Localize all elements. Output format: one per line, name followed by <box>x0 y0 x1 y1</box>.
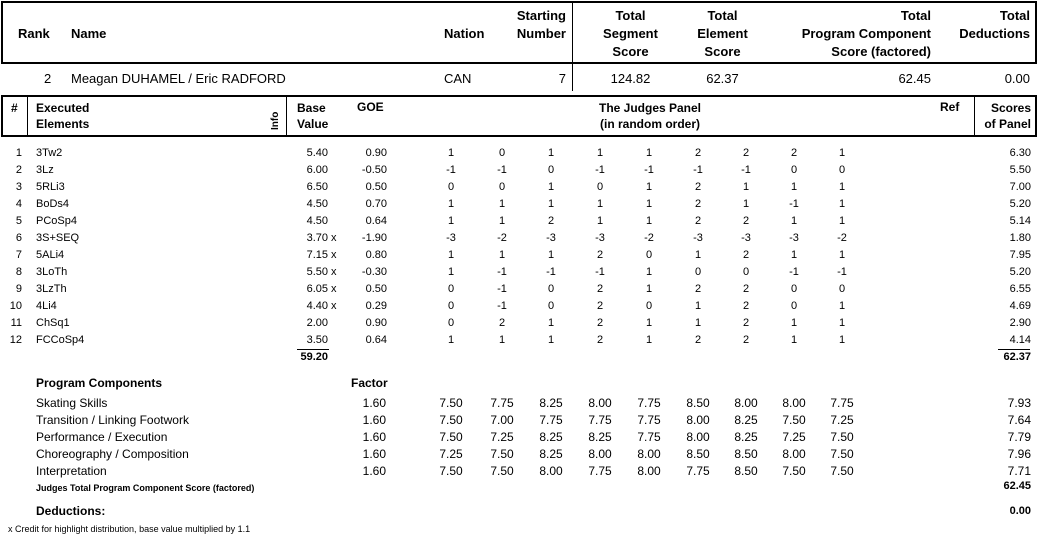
element-number: 9 <box>15 283 22 295</box>
element-judge-score: 1 <box>838 334 846 346</box>
element-name: PCoSp4 <box>36 215 77 227</box>
element-judge-score: 1 <box>838 215 846 227</box>
component-judge-score: 8.00 <box>637 447 661 461</box>
element-judge-score: 1 <box>645 266 653 278</box>
element-judge-score: 1 <box>790 181 798 193</box>
component-judge-score: 8.00 <box>686 413 710 427</box>
skater-deductions: 0.00 <box>1004 71 1030 86</box>
deductions-score: 0.00 <box>1009 505 1031 517</box>
component-judge-score: 8.00 <box>588 447 612 461</box>
element-judge-score: 1 <box>645 334 653 346</box>
element-name: 3S+SEQ <box>36 232 80 244</box>
element-highlight-mark: x <box>331 283 337 295</box>
element-judge-score: -1 <box>837 266 847 278</box>
element-judge-score: 2 <box>596 300 604 312</box>
component-panel-score: 7.64 <box>1007 413 1031 427</box>
skater-name: Meagan DUHAMEL / Eric RADFORD <box>71 71 286 86</box>
element-goe: -1.90 <box>361 232 387 244</box>
element-judge-score: 2 <box>694 181 702 193</box>
component-factor: 1.60 <box>362 413 386 427</box>
element-judge-score: 1 <box>694 249 702 261</box>
element-goe: 0.70 <box>365 198 387 210</box>
component-judge-score: 8.50 <box>734 464 758 478</box>
element-number: 6 <box>15 232 22 244</box>
element-judge-score: 1 <box>547 249 555 261</box>
component-factor: 1.60 <box>362 396 386 410</box>
component-judge-score: 7.00 <box>490 413 514 427</box>
component-judge-score: 8.25 <box>539 430 563 444</box>
elements-divider-1 <box>27 95 28 137</box>
element-number: 5 <box>15 215 22 227</box>
component-name: Transition / Linking Footwork <box>36 413 189 427</box>
component-judge-score: 8.00 <box>782 396 806 410</box>
element-judge-score: 0 <box>790 164 798 176</box>
element-judge-score: 0 <box>447 300 455 312</box>
component-judge-score: 7.75 <box>588 464 612 478</box>
element-judge-score: 1 <box>790 317 798 329</box>
element-goe: 0.64 <box>365 215 387 227</box>
element-panel-score: 7.95 <box>1009 249 1031 261</box>
component-judge-score: 8.25 <box>588 430 612 444</box>
element-judge-score: 1 <box>790 215 798 227</box>
element-goe: 0.50 <box>365 283 387 295</box>
component-name: Interpretation <box>36 464 107 478</box>
component-judge-score: 7.75 <box>637 396 661 410</box>
element-judge-score: 1 <box>447 215 455 227</box>
element-judge-score: 1 <box>838 147 846 159</box>
element-panel-score: 4.69 <box>1009 300 1031 312</box>
element-judge-score: 1 <box>790 249 798 261</box>
element-goe: -0.30 <box>361 266 387 278</box>
element-judge-score: 1 <box>547 198 555 210</box>
component-factor: 1.60 <box>362 430 386 444</box>
judges-total-label: Judges Total Program Component Score (factored) <box>36 483 255 493</box>
element-judge-score: 2 <box>742 249 750 261</box>
element-judge-score: 0 <box>742 266 750 278</box>
element-judge-score: 1 <box>447 249 455 261</box>
header-name: Name <box>71 26 107 41</box>
component-panel-score: 7.71 <box>1007 464 1031 478</box>
element-judge-score: 1 <box>547 334 555 346</box>
element-judge-score: 0 <box>547 283 555 295</box>
element-judge-score: 1 <box>596 198 604 210</box>
element-name: ChSq1 <box>36 317 70 329</box>
component-judge-score: 8.50 <box>686 447 710 461</box>
component-judge-score: 7.75 <box>588 413 612 427</box>
header-rank: Rank <box>18 26 50 41</box>
component-judge-score: 7.50 <box>830 447 854 461</box>
element-base-value: 5.50 <box>306 266 328 278</box>
element-goe: 0.29 <box>365 300 387 312</box>
element-judge-score: 1 <box>498 334 506 346</box>
elements-divider-2 <box>286 95 287 137</box>
components-title: Program Components <box>36 376 163 390</box>
element-judge-score: 1 <box>498 198 506 210</box>
elements-header-box <box>1 95 1037 137</box>
summary-header-divider <box>572 1 573 91</box>
element-judge-score: 0 <box>447 181 455 193</box>
skater-segment-score: 124.82 <box>610 71 651 86</box>
element-judge-score: 0 <box>838 164 846 176</box>
element-judge-score: -3 <box>789 232 799 244</box>
element-judge-score: 1 <box>498 215 506 227</box>
elements-total-base: 59.20 <box>300 351 328 363</box>
element-base-value: 4.50 <box>306 198 328 210</box>
elements-header-executed: Executed Elements <box>36 101 90 131</box>
elements-header-info: Info <box>270 111 281 130</box>
component-judge-score: 7.75 <box>637 413 661 427</box>
element-judge-score: 1 <box>596 215 604 227</box>
skater-element-score: 62.37 <box>706 71 739 86</box>
elements-header-scores: Scores of Panel <box>984 101 1031 131</box>
element-judge-score: 1 <box>645 317 653 329</box>
element-judge-score: 1 <box>596 147 604 159</box>
element-name: 3Tw2 <box>36 147 63 159</box>
element-base-value: 4.50 <box>306 215 328 227</box>
component-judge-score: 7.75 <box>490 396 514 410</box>
component-judge-score: 8.25 <box>539 447 563 461</box>
component-judge-score: 7.50 <box>439 396 463 410</box>
element-judge-score: -1 <box>789 198 799 210</box>
element-panel-score: 5.50 <box>1009 164 1031 176</box>
element-judge-score: 2 <box>596 334 604 346</box>
element-judge-score: 1 <box>645 198 653 210</box>
element-goe: 0.90 <box>365 147 387 159</box>
element-highlight-mark: x <box>331 232 337 244</box>
element-judge-score: 1 <box>694 317 702 329</box>
element-judge-score: -3 <box>693 232 703 244</box>
element-judge-score: 2 <box>742 317 750 329</box>
element-judge-score: 2 <box>547 215 555 227</box>
element-judge-score: -1 <box>497 300 507 312</box>
element-judge-score: 0 <box>547 300 555 312</box>
component-judge-score: 7.75 <box>637 430 661 444</box>
element-base-value: 6.50 <box>306 181 328 193</box>
element-judge-score: 1 <box>447 266 455 278</box>
component-judge-score: 8.00 <box>637 464 661 478</box>
component-judge-score: 8.00 <box>686 430 710 444</box>
element-panel-score: 1.80 <box>1009 232 1031 244</box>
element-number: 10 <box>9 300 22 312</box>
element-judge-score: 1 <box>645 215 653 227</box>
element-judge-score: 1 <box>838 198 846 210</box>
element-judge-score: -1 <box>595 266 605 278</box>
element-base-value: 5.40 <box>306 147 328 159</box>
component-judge-score: 7.50 <box>439 430 463 444</box>
skater-nation: CAN <box>444 71 472 86</box>
element-number: 12 <box>9 334 22 346</box>
component-judge-score: 7.75 <box>539 413 563 427</box>
element-number: 1 <box>15 147 22 159</box>
component-judge-score: 7.25 <box>439 447 463 461</box>
component-name: Choreography / Composition <box>36 447 189 461</box>
element-judge-score: 2 <box>596 249 604 261</box>
component-panel-score: 7.79 <box>1007 430 1031 444</box>
element-judge-score: 2 <box>742 147 750 159</box>
base-total-rule <box>297 349 329 350</box>
element-judge-score: 1 <box>742 181 750 193</box>
header-total-segment: Total Segment Score <box>603 8 658 59</box>
element-panel-score: 7.00 <box>1009 181 1031 193</box>
element-judge-score: 0 <box>447 283 455 295</box>
component-judge-score: 7.75 <box>830 396 854 410</box>
element-judge-score: -1 <box>497 283 507 295</box>
skater-starting-number: 7 <box>558 71 566 86</box>
element-judge-score: 2 <box>742 334 750 346</box>
element-judge-score: 2 <box>596 283 604 295</box>
element-judge-score: 0 <box>645 300 653 312</box>
element-number: 4 <box>15 198 22 210</box>
element-judge-score: 1 <box>547 147 555 159</box>
element-judge-score: 1 <box>694 300 702 312</box>
element-judge-score: -1 <box>644 164 654 176</box>
header-nation: Nation <box>444 26 485 41</box>
element-panel-score: 2.90 <box>1009 317 1031 329</box>
element-base-value: 6.00 <box>306 164 328 176</box>
component-judge-score: 8.50 <box>734 447 758 461</box>
element-judge-score: -3 <box>741 232 751 244</box>
component-judge-score: 8.25 <box>734 430 758 444</box>
component-judge-score: 8.50 <box>686 396 710 410</box>
elements-header-panel: The Judges Panel (in random order) <box>598 101 702 131</box>
element-judge-score: 1 <box>838 249 846 261</box>
element-judge-score: 1 <box>447 147 455 159</box>
component-judge-score: 7.50 <box>490 447 514 461</box>
component-judge-score: 7.50 <box>782 413 806 427</box>
element-judge-score: -1 <box>789 266 799 278</box>
element-judge-score: 2 <box>694 147 702 159</box>
component-panel-score: 7.93 <box>1007 396 1031 410</box>
element-judge-score: 1 <box>742 198 750 210</box>
elements-total-score: 62.37 <box>1003 351 1031 363</box>
elements-header-num: # <box>11 101 18 115</box>
component-judge-score: 8.00 <box>782 447 806 461</box>
element-judge-score: 0 <box>790 283 798 295</box>
element-judge-score: 2 <box>694 283 702 295</box>
element-judge-score: 1 <box>547 181 555 193</box>
element-base-value: 7.15 <box>306 249 328 261</box>
element-judge-score: 2 <box>694 215 702 227</box>
elements-header-ref: Ref <box>940 100 960 114</box>
element-name: FCCoSp4 <box>36 334 85 346</box>
element-number: 7 <box>15 249 22 261</box>
element-judge-score: 0 <box>838 283 846 295</box>
element-base-value: 6.05 <box>306 283 328 295</box>
element-base-value: 3.70 <box>306 232 328 244</box>
element-judge-score: 1 <box>838 181 846 193</box>
element-judge-score: -2 <box>497 232 507 244</box>
element-judge-score: 2 <box>694 334 702 346</box>
element-name: 5ALi4 <box>36 249 65 261</box>
element-highlight-mark: x <box>331 300 337 312</box>
element-judge-score: -1 <box>546 266 556 278</box>
element-judge-score: 0 <box>547 164 555 176</box>
element-number: 11 <box>10 317 22 329</box>
element-name: 3LoTh <box>36 266 68 278</box>
element-judge-score: -3 <box>546 232 556 244</box>
element-judge-score: 0 <box>498 181 506 193</box>
element-name: 3Lz <box>36 164 54 176</box>
element-highlight-mark: x <box>331 266 337 278</box>
score-total-rule <box>998 349 1030 350</box>
elements-header-goe: GOE <box>357 100 384 114</box>
elements-header-base: Base Value <box>297 101 329 131</box>
component-judge-score: 8.25 <box>734 413 758 427</box>
element-base-value: 3.50 <box>306 334 328 346</box>
element-judge-score: -3 <box>446 232 456 244</box>
header-program-component: Total Program Component Score (factored) <box>801 8 931 59</box>
component-factor: 1.60 <box>362 447 386 461</box>
component-judge-score: 7.50 <box>439 464 463 478</box>
component-name: Performance / Execution <box>36 430 168 444</box>
component-judge-score: 8.00 <box>734 396 758 410</box>
element-judge-score: 2 <box>742 283 750 295</box>
component-judge-score: 8.25 <box>539 396 563 410</box>
element-panel-score: 4.14 <box>1009 334 1031 346</box>
element-judge-score: -1 <box>741 164 751 176</box>
element-judge-score: -1 <box>595 164 605 176</box>
element-goe: 0.50 <box>365 181 387 193</box>
element-judge-score: 1 <box>498 249 506 261</box>
element-base-value: 4.40 <box>306 300 328 312</box>
element-judge-score: 1 <box>838 300 846 312</box>
component-judge-score: 7.50 <box>782 464 806 478</box>
element-judge-score: -1 <box>693 164 703 176</box>
component-judge-score: 8.00 <box>539 464 563 478</box>
component-judge-score: 8.00 <box>588 396 612 410</box>
skater-pcs: 62.45 <box>898 71 931 86</box>
element-judge-score: 1 <box>790 334 798 346</box>
element-name: 5RLi3 <box>36 181 65 193</box>
element-judge-score: 0 <box>447 317 455 329</box>
element-number: 2 <box>15 164 22 176</box>
element-panel-score: 5.14 <box>1009 215 1031 227</box>
element-judge-score: -2 <box>837 232 847 244</box>
skater-rank: 2 <box>44 71 52 86</box>
element-judge-score: 0 <box>596 181 604 193</box>
component-panel-score: 7.96 <box>1007 447 1031 461</box>
element-judge-score: 2 <box>790 147 798 159</box>
component-factor: 1.60 <box>362 464 386 478</box>
element-judge-score: -2 <box>644 232 654 244</box>
element-goe: 0.90 <box>365 317 387 329</box>
element-judge-score: 1 <box>447 198 455 210</box>
judges-total-score: 62.45 <box>1003 480 1031 492</box>
element-judge-score: -1 <box>446 164 456 176</box>
element-panel-score: 5.20 <box>1009 198 1031 210</box>
component-name: Skating Skills <box>36 396 108 410</box>
footnote: x Credit for highlight distribution, base value multiplied by 1.1 <box>8 524 251 534</box>
element-judge-score: 0 <box>694 266 702 278</box>
element-base-value: 2.00 <box>306 317 328 329</box>
element-goe: -0.50 <box>361 164 387 176</box>
header-total-element: Total Element Score <box>697 8 748 59</box>
element-panel-score: 6.30 <box>1009 147 1031 159</box>
header-total-deductions: Total Deductions <box>959 8 1030 41</box>
element-judge-score: 1 <box>645 147 653 159</box>
element-name: 3LzTh <box>36 283 67 295</box>
components-factor-header: Factor <box>351 376 388 390</box>
element-judge-score: 1 <box>645 181 653 193</box>
element-judge-score: 2 <box>596 317 604 329</box>
element-highlight-mark: x <box>331 249 337 261</box>
component-judge-score: 7.50 <box>490 464 514 478</box>
element-number: 8 <box>15 266 22 278</box>
element-panel-score: 5.20 <box>1009 266 1031 278</box>
element-judge-score: 1 <box>547 317 555 329</box>
element-goe: 0.80 <box>365 249 387 261</box>
element-judge-score: -1 <box>497 266 507 278</box>
element-number: 3 <box>15 181 22 193</box>
component-judge-score: 7.50 <box>830 430 854 444</box>
element-judge-score: -3 <box>595 232 605 244</box>
element-judge-score: 0 <box>498 147 506 159</box>
component-judge-score: 7.75 <box>686 464 710 478</box>
element-goe: 0.64 <box>365 334 387 346</box>
element-panel-score: 6.55 <box>1009 283 1031 295</box>
element-judge-score: 0 <box>790 300 798 312</box>
element-judge-score: 2 <box>742 300 750 312</box>
deductions-label: Deductions: <box>36 504 106 518</box>
element-judge-score: 1 <box>838 317 846 329</box>
element-judge-score: 2 <box>694 198 702 210</box>
component-judge-score: 7.25 <box>782 430 806 444</box>
element-judge-score: 2 <box>498 317 506 329</box>
element-judge-score: 0 <box>645 249 653 261</box>
element-judge-score: 1 <box>447 334 455 346</box>
component-judge-score: 7.25 <box>490 430 514 444</box>
element-name: BoDs4 <box>36 198 70 210</box>
header-starting-number: Starting Number <box>516 8 566 41</box>
element-judge-score: 2 <box>742 215 750 227</box>
element-judge-score: -1 <box>497 164 507 176</box>
component-judge-score: 7.50 <box>830 464 854 478</box>
element-name: 4Li4 <box>36 300 57 312</box>
element-judge-score: 1 <box>645 283 653 295</box>
component-judge-score: 7.25 <box>830 413 854 427</box>
component-judge-score: 7.50 <box>439 413 463 427</box>
